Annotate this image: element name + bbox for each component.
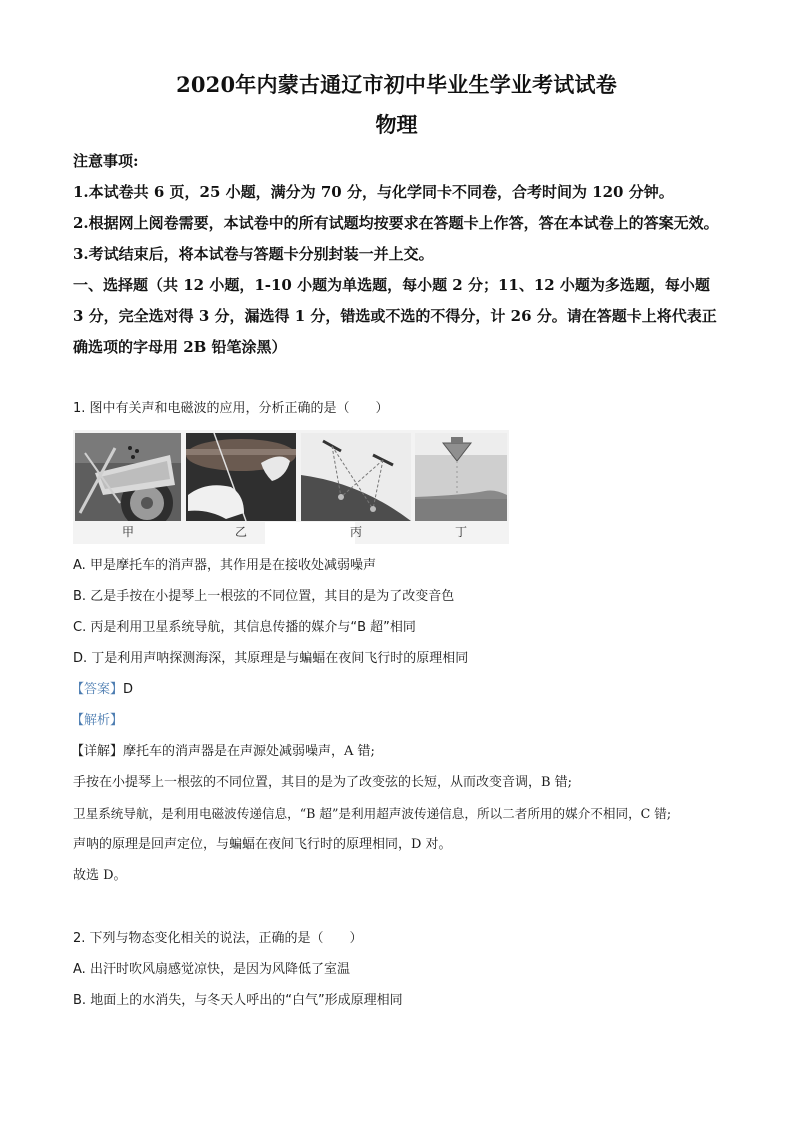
notice-item: 2.根据网上阅卷需要，本试卷中的所有试题均按要求在答题卡上作答，答在本试卷上的答案无效。 xyxy=(73,214,719,232)
detail-text: 摩托车的消声器是在声源处减弱噪声，A 错; xyxy=(123,744,375,759)
question-number: 1. xyxy=(73,401,86,416)
violin-icon xyxy=(186,433,296,521)
notice-section xyxy=(73,146,725,363)
option-key: B. xyxy=(73,589,87,604)
option-key: A. xyxy=(73,962,86,977)
option-text: 丙是利用卫星系统导航，其信息传播的媒介与“B 超”相同 xyxy=(90,620,416,635)
detail-line: 卫星系统导航，是利用电磁波传递信息，“B 超”是利用超声波传递信息，所以二者所用的媒介不相同，C 错; xyxy=(73,806,672,821)
option-text: 甲是摩托车的消声器，其作用是在接收处减弱噪声 xyxy=(89,558,376,573)
motorcycle-muffler-icon xyxy=(75,433,181,521)
answer-value: D xyxy=(123,682,134,697)
notice-item: 3.考试结束后，将本试卷与答题卡分别封装一并上交。 xyxy=(73,245,434,263)
panel-label: 丙 xyxy=(349,525,362,539)
option-a xyxy=(73,960,728,980)
option-key: A. xyxy=(73,558,86,573)
option-c xyxy=(73,618,728,638)
question-1-stem xyxy=(73,399,728,419)
answer-tag: 【答案】 xyxy=(71,682,124,697)
satellite-icon xyxy=(301,433,411,521)
option-key: B. xyxy=(73,993,87,1008)
notice-heading: 注意事项: xyxy=(73,152,139,170)
panel-label: 甲 xyxy=(121,525,134,539)
notice-item: 1.本试卷共 6 页，25 小题，满分为 70 分，与化学同卡不同卷，合考时间为 120 分钟。 xyxy=(73,183,674,201)
analysis-line xyxy=(71,711,726,731)
panel-motorcycle-muffler xyxy=(75,433,181,521)
detail-line xyxy=(71,742,731,762)
answer-line xyxy=(71,680,726,700)
panel-violin xyxy=(186,433,296,521)
question-text: 图中有关声和电磁波的应用，分析正确的是（ ） xyxy=(89,401,389,416)
question-1-figure xyxy=(73,430,509,544)
option-b xyxy=(73,991,728,1011)
panel-satellite-navigation xyxy=(301,433,411,521)
option-a xyxy=(73,556,728,576)
option-text: 出汗时吹风扇感觉凉快，是因为风降低了室温 xyxy=(89,962,350,977)
option-key: D. xyxy=(73,651,88,666)
question-text: 下列与物态变化相关的说法，正确的是（ ） xyxy=(89,931,363,946)
option-text: 丁是利用声呐探测海深，其原理是与蝙蝠在夜间飞行时的原理相同 xyxy=(91,651,469,666)
detail-line: 故选 D。 xyxy=(73,868,127,883)
option-b xyxy=(73,587,728,607)
option-key: C. xyxy=(73,620,87,635)
question-number: 2. xyxy=(73,931,86,946)
detail-line: 声呐的原理是回声定位，与蝙蝠在夜间飞行时的原理相同，D 对。 xyxy=(73,837,452,852)
question-2-stem xyxy=(73,929,728,949)
option-text: 乙是手按在小提琴上一根弦的不同位置，其目的是为了改变音色 xyxy=(90,589,455,604)
ship-sonar-icon xyxy=(415,433,507,521)
exam-subject: 物理 xyxy=(375,112,418,137)
panel-ship-sonar xyxy=(415,433,507,521)
option-d xyxy=(73,649,728,669)
panel-label: 丁 xyxy=(454,525,467,539)
detail-tag: 【详解】 xyxy=(71,744,124,759)
detail-line: 手按在小提琴上一根弦的不同位置，其目的是为了改变弦的长短，从而改变音调，B 错; xyxy=(73,775,573,790)
option-text: 地面上的水消失，与冬天人呼出的“白气”形成原理相同 xyxy=(90,993,403,1008)
panel-label: 乙 xyxy=(234,525,247,539)
section-heading: 一、选择题（共 12 小题，1-10 小题为单选题，每小题 2 分；11、12 小题为多选题，每小题 3 分，完全选对得 3 分，漏选得 1 分，错选或不选的不得分，计 26 分。请在答题卡上将代表正确选项的字母用 2B 铅笔涂黑） xyxy=(73,276,717,356)
analysis-tag: 【解析】 xyxy=(71,713,124,728)
exam-title: 2020年内蒙古通辽市初中毕业生学业考试试卷 xyxy=(176,72,617,97)
